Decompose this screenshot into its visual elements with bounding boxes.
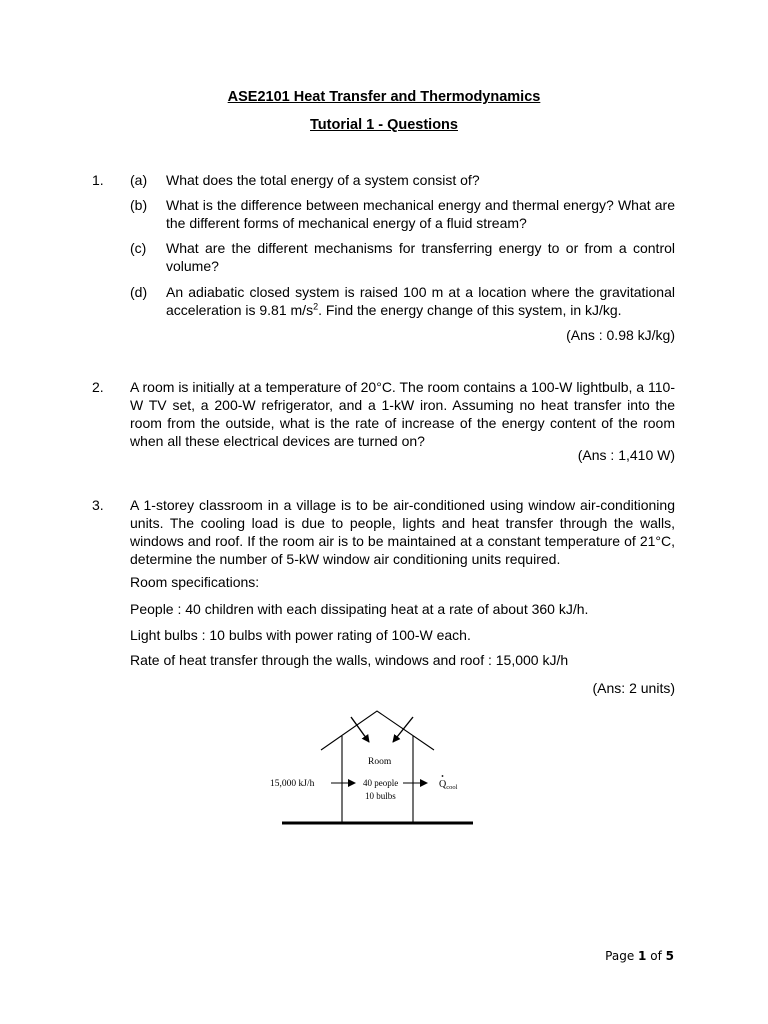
question-1b-label: (b) bbox=[130, 197, 148, 213]
q-cool-subscript: cool bbox=[446, 784, 458, 791]
question-3-text: A 1-storey classroom in a village is to be air-conditioned using window air-conditioning units. The cooling load is due to people, lights and heat transfer through the walls, windows and roof. If the room air is to be maintained at a constant temperature of 21°C, determine the number of 5-kW window air conditioning units required. bbox=[130, 497, 675, 567]
question-1a-label: (a) bbox=[130, 172, 148, 188]
room-spec-bulbs: Light bulbs : 10 bulbs with power rating of 100-W each. bbox=[130, 627, 471, 643]
question-1d-text-tail: . Find the energy change of this system, in kJ/kg. bbox=[318, 302, 622, 318]
people-label: 40 people bbox=[363, 778, 399, 788]
page-prefix: Page bbox=[605, 949, 635, 963]
heat-arrow-right bbox=[393, 717, 413, 742]
heat-arrow-left bbox=[351, 717, 369, 742]
question-1d-text-main: An adiabatic closed system is raised 100 m at a location where the gravitational acceleration is 9.81 m/s bbox=[166, 284, 675, 318]
question-2-text: A room is initially at a temperature of 20°C. The room contains a 100-W lightbulb, a 110-W TV set, a 200-W refrigerator, and a 1-kW iron. Assuming no heat transfer into the room from the outside, what is the rate of increase of the energy content of the room when all these electrical devices are turned on? bbox=[130, 379, 675, 449]
page-of: of bbox=[650, 949, 662, 963]
q-cool-letter: Q bbox=[439, 779, 447, 790]
page-footer bbox=[605, 947, 674, 965]
question-1c-text: What are the different mechanisms for transferring energy to or from a control volume? bbox=[166, 240, 675, 274]
superscript-2: 2 bbox=[313, 301, 319, 312]
room-diagram bbox=[265, 706, 480, 831]
question-1a-text: What does the total energy of a system consist of? bbox=[166, 172, 480, 188]
page-number: 1 bbox=[638, 949, 647, 963]
room-spec-walls: Rate of heat transfer through the walls, windows and roof : 15,000 kJ/h bbox=[130, 652, 569, 668]
heat-in-label: 15,000 kJ/h bbox=[270, 779, 315, 789]
question-1-answer: (Ans : 0.98 kJ/kg) bbox=[566, 327, 675, 343]
question-1c-label: (c) bbox=[130, 240, 147, 256]
question-2-answer: (Ans : 1,410 W) bbox=[577, 447, 675, 463]
question-3-answer: (Ans: 2 units) bbox=[592, 680, 675, 696]
question-1d-label: (d) bbox=[130, 284, 148, 300]
roof-line bbox=[321, 711, 434, 750]
course-title: ASE2101 Heat Transfer and Thermodynamics bbox=[227, 89, 541, 105]
bulbs-label: 10 bulbs bbox=[365, 791, 396, 801]
room-label: Room bbox=[368, 757, 392, 767]
page-total: 5 bbox=[665, 949, 674, 963]
question-3-number: 3. bbox=[92, 497, 104, 513]
q-dot bbox=[442, 775, 444, 777]
room-spec-heading: Room specifications: bbox=[130, 574, 260, 590]
question-2-number: 2. bbox=[92, 379, 104, 395]
q-cool-symbol bbox=[439, 779, 458, 791]
question-1-number: 1. bbox=[92, 172, 104, 188]
tutorial-title: Tutorial 1 - Questions bbox=[310, 117, 458, 133]
question-1b-text: What is the difference between mechanical energy and thermal energy? What are the different forms of mechanical energy of a fluid stream? bbox=[166, 197, 675, 231]
room-spec-people: People : 40 children with each dissipating heat at a rate of about 360 kJ/h. bbox=[130, 601, 589, 617]
question-1d-text bbox=[166, 283, 675, 319]
